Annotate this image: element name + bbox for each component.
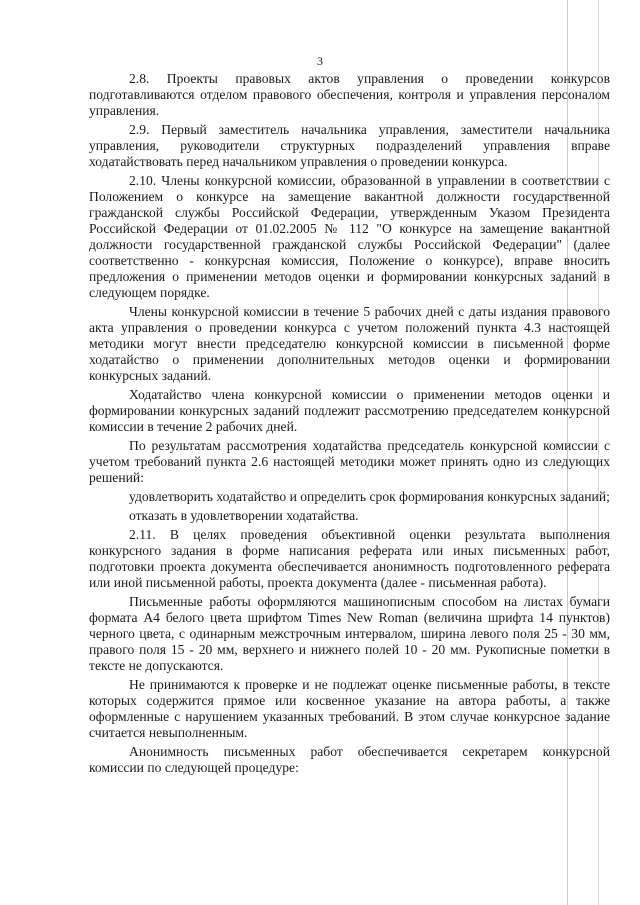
paragraph: Письменные работы оформляются машинописным способом на листах бумаги формата А4 белого цвета шрифтом Times New Roman (величина шрифта 14 пунктов) черного цвета, с одинарным межстрочным интервалом, ширина левого поля 25 - 30 мм, правого поля 15 - 20 мм, верхнего и нижнего полей 10 - 20 мм. Рукописные пометки в тексте не допускаются. bbox=[89, 594, 610, 673]
page-number: 3 bbox=[317, 54, 323, 68]
paragraph: Анонимность письменных работ обеспечивается секретарем конкурсной комиссии по следующей процедуре: bbox=[89, 744, 610, 775]
paragraph-2-10: 2.10. Члены конкурсной комиссии, образованной в управлении в соответствии с Положением о конкурсе на замещение вакантной должности государственной гражданской службы Российской Федерации, утвержденным Указом Президента Российской Федерации от 01.02.2005 № 112 "О конкурсе на замещение вакантной должности государственной гражданской службы Российской Федерации" (далее соответственно - конкурсная комиссия, Положение о конкурсе), вправе вносить предложения о применении методов оценки и формировании конкурсных заданий в следующем порядке. bbox=[89, 173, 610, 300]
paragraph-2-11: 2.11. В целях проведения объективной оценки результата выполнения конкурсного задания в форме написания реферата или иных письменных работ, подготовки проекта документа обеспечивается анонимность подготовленного реферата или иной письменной работы, проекта документа (далее - письменная работа). bbox=[89, 527, 610, 590]
list-item: удовлетворить ходатайство и определить срок формирования конкурсных заданий; bbox=[129, 489, 610, 504]
paragraph: По результатам рассмотрения ходатайства председатель конкурсной комиссии с учетом требований пункта 2.6 настоящей методики может принять одно из следующих решений: bbox=[89, 438, 610, 485]
paragraph-2-8: 2.8. Проекты правовых актов управления о проведении конкурсов подготавливаются отделом правового обеспечения, контроля и управления персоналом управления. bbox=[89, 71, 610, 118]
paragraph: Не принимаются к проверке и не подлежат оценке письменные работы, в тексте которых содержится прямое или косвенное указание на автора работы, а также оформленные с нарушением указанных требований. В этом случае конкурсное задание считается невыполненным. bbox=[89, 677, 610, 740]
paragraph-2-9: 2.9. Первый заместитель начальника управления, заместители начальника управления, руководители структурных подразделений управления вправе ходатайствовать перед начальником управления о проведении конкурса. bbox=[89, 122, 610, 169]
document-body bbox=[89, 71, 610, 779]
paragraph: Члены конкурсной комиссии в течение 5 рабочих дней с даты издания правового акта управления о проведении конкурса с учетом положений пункта 4.3 настоящей методики могут внести председателю конкурсной комиссии в письменной форме ходатайство о применении дополнительных методов оценки и формировании конкурсных заданий. bbox=[89, 304, 610, 383]
list-item: отказать в удовлетворении ходатайства. bbox=[129, 508, 359, 523]
paragraph: Ходатайство члена конкурсной комиссии о применении методов оценки и формировании конкурсных заданий подлежит рассмотрению председателем конкурсной комиссии в течение 2 рабочих дней. bbox=[89, 387, 610, 434]
